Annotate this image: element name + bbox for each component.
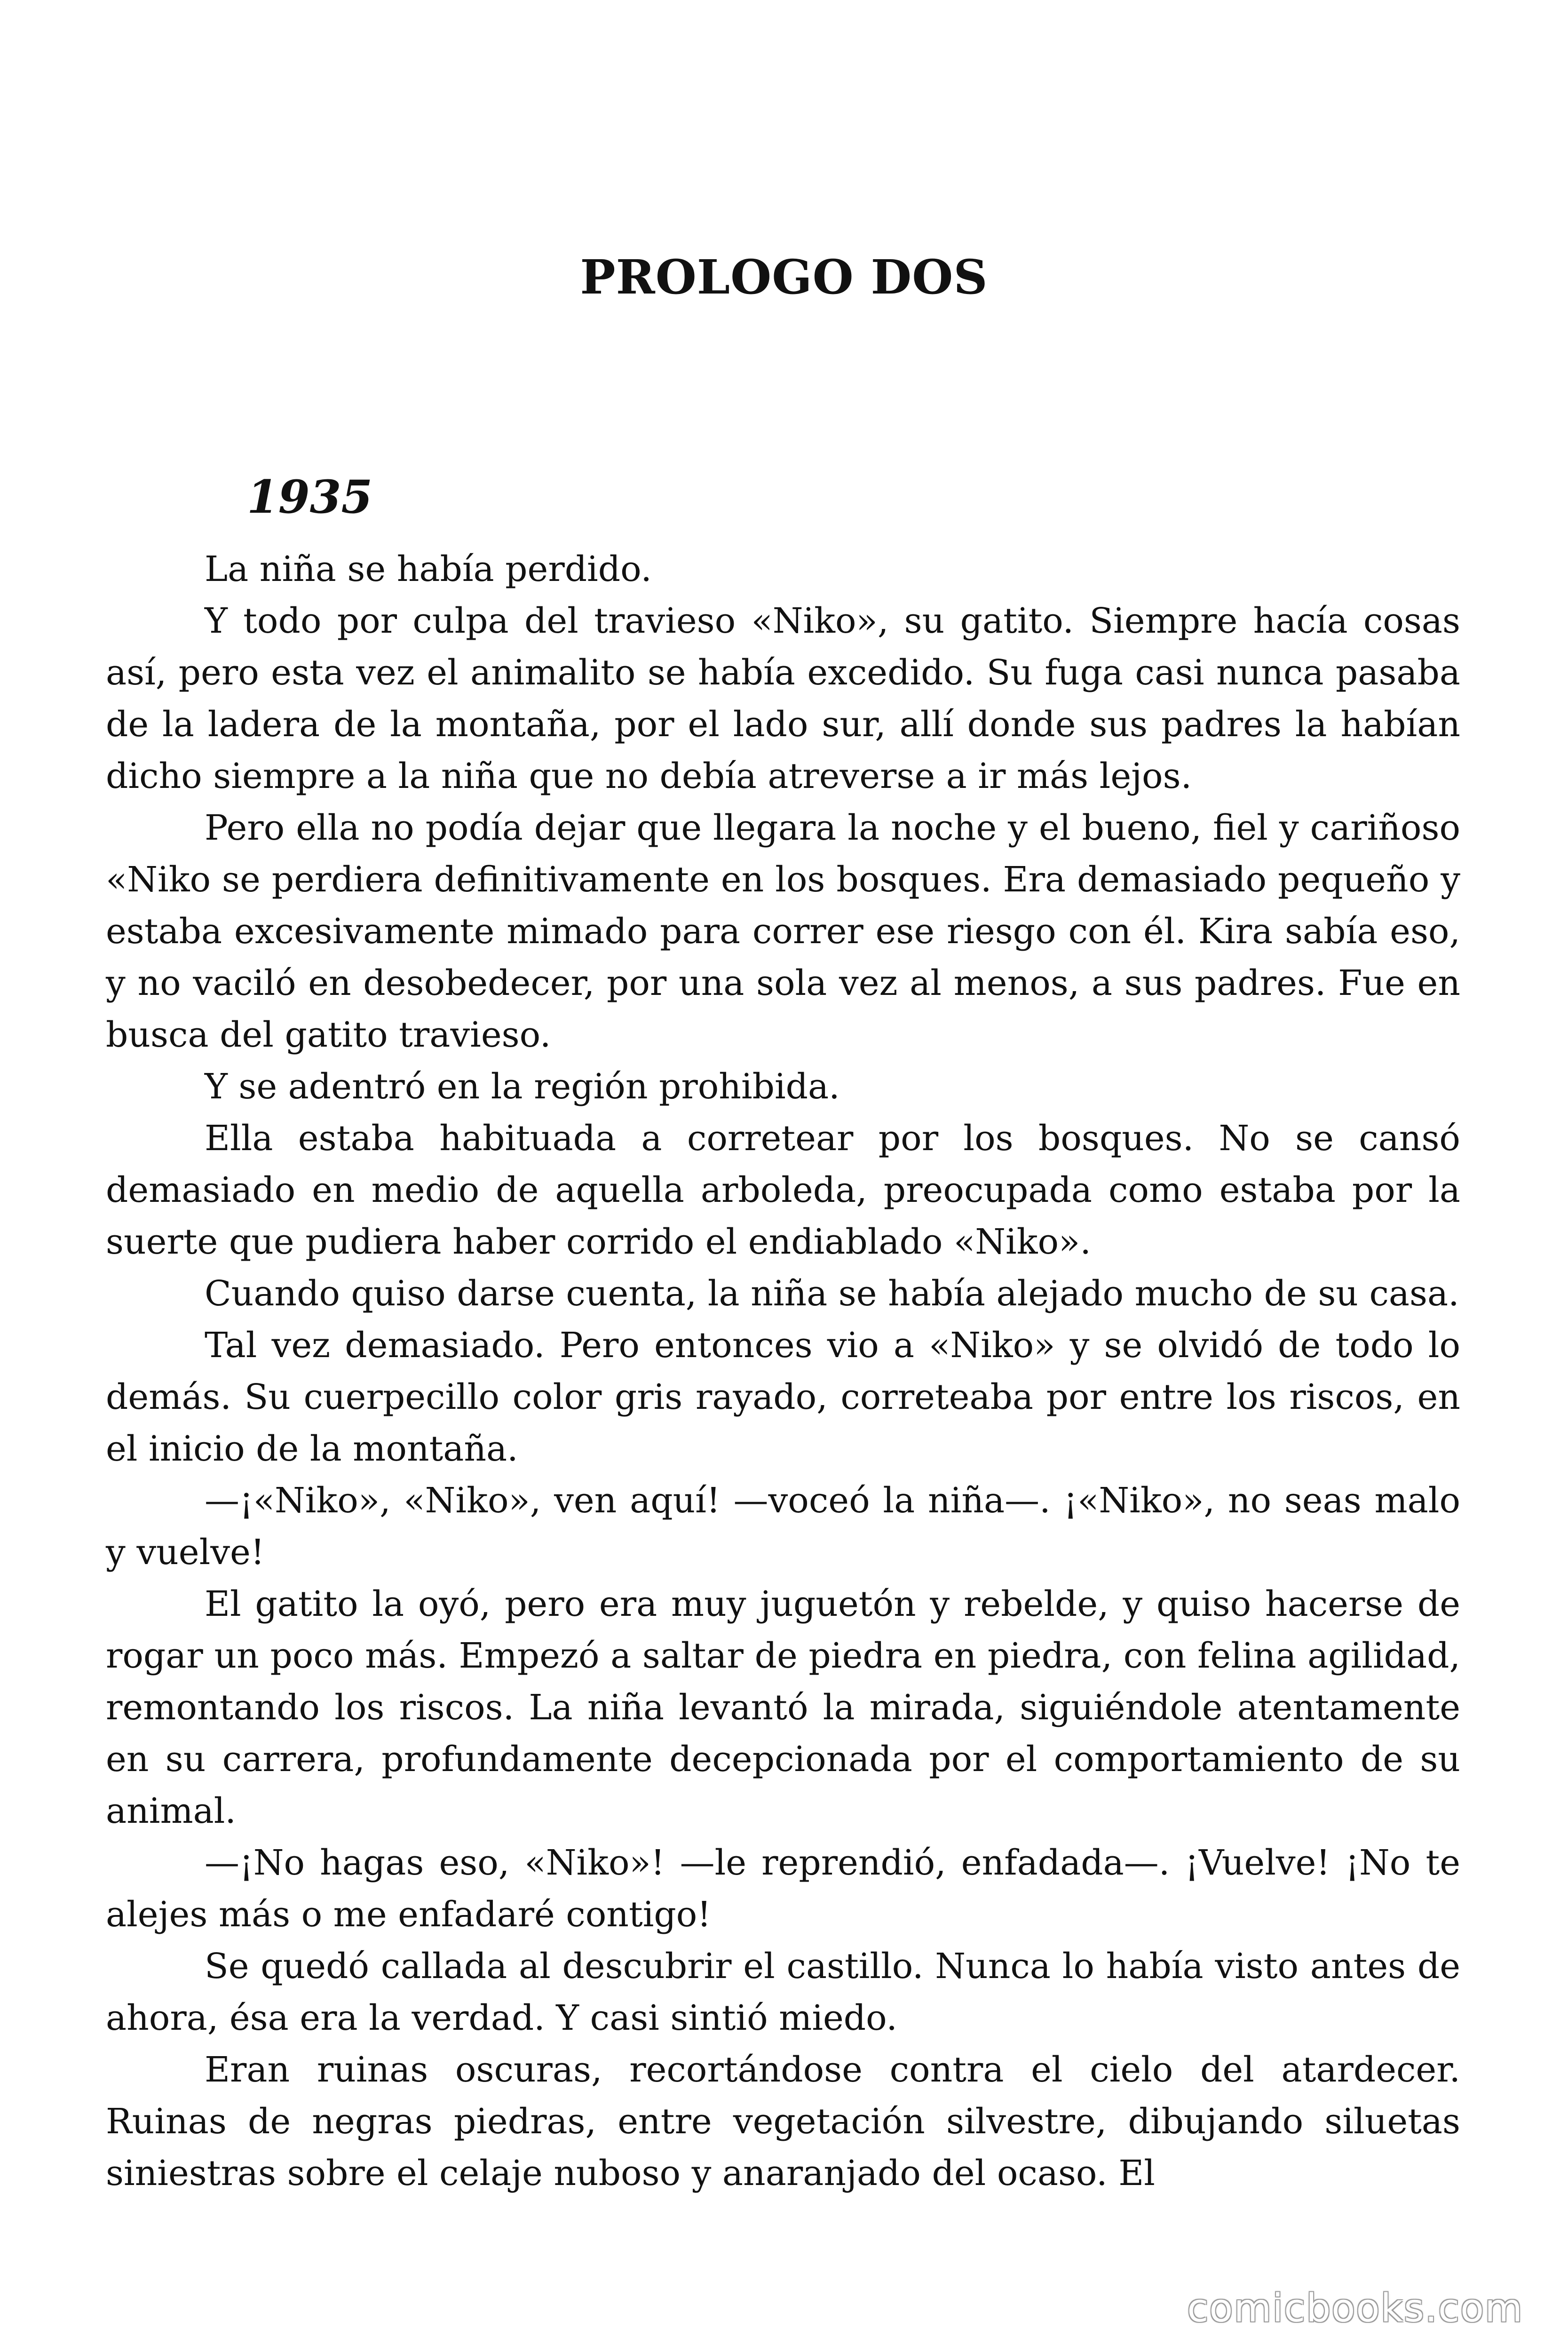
paragraph: Y se adentró en la región prohibida. <box>205 1066 840 1107</box>
paragraph: Y todo por culpa del travieso «Niko», su gatito. Siempre hacía cosas así, pero esta vez el animalito se había excedido. Su fuga casi nunca pasaba de la ladera de la montaña, por el lado sur, allí donde sus padres la habían dicho siempre a la niña que no debía atreverse a ir más lejos. <box>106 601 1460 796</box>
paragraph: Pero ella no podía dejar que llegara la noche y el bueno, fiel y cariñoso «Niko se perdiera definitivamente en los bosques. Era demasiado pequeño y estaba excesivamente mimado para correr ese riesgo con él. Kira sabía eso, y no vaciló en desobedecer, por una sola vez al menos, a sus padres. Fue en busca del gatito travieso. <box>106 808 1460 1055</box>
paragraph: Eran ruinas oscuras, recortándose contra el cielo del atardecer. Ruinas de negras piedras, entre vegetación silvestre, dibujando siluetas siniestras sobre el celaje nuboso y anaranjado del ocaso. El <box>106 2050 1460 2193</box>
watermark: comicbooks.com <box>1187 2286 1523 2331</box>
chapter-year: 1935 <box>247 470 373 524</box>
body-text <box>106 543 1460 2199</box>
paragraph: Ella estaba habituada a corretear por los bosques. No se cansó demasiado en medio de aquella arboleda, preocupada como estaba por la suerte que pudiera haber corrido el endiablado «Niko». <box>106 1118 1460 1262</box>
paragraph: Tal vez demasiado. Pero entonces vio a «Niko» y se olvidó de todo lo demás. Su cuerpecillo color gris rayado, correteaba por entre los riscos, en el inicio de la montaña. <box>106 1325 1460 1469</box>
paragraph: El gatito la oyó, pero era muy juguetón y rebelde, y quiso hacerse de rogar un poco más. Empezó a saltar de piedra en piedra, con felina agilidad, remontando los riscos. La niña levantó la mirada, siguiéndole atentamente en su carrera, profundamente decepcionada por el comportamiento de su animal. <box>106 1584 1460 1831</box>
paragraph: Se quedó callada al descubrir el castillo. Nunca lo había visto antes de ahora, ésa era la verdad. Y casi sintió miedo. <box>106 1946 1460 2038</box>
paragraph: Cuando quiso darse cuenta, la niña se había alejado mucho de su casa. <box>205 1273 1459 1314</box>
paragraph: —¡No hagas eso, «Niko»! —le reprendió, enfadada—. ¡Vuelve! ¡No te alejes más o me enfadaré contigo! <box>106 1843 1460 1935</box>
paragraph: La niña se había perdido. <box>205 549 652 589</box>
paragraph: —¡«Niko», «Niko», ven aquí! —voceó la niña—. ¡«Niko», no seas malo y vuelve! <box>106 1480 1460 1573</box>
chapter-title: PROLOGO DOS <box>580 249 988 305</box>
